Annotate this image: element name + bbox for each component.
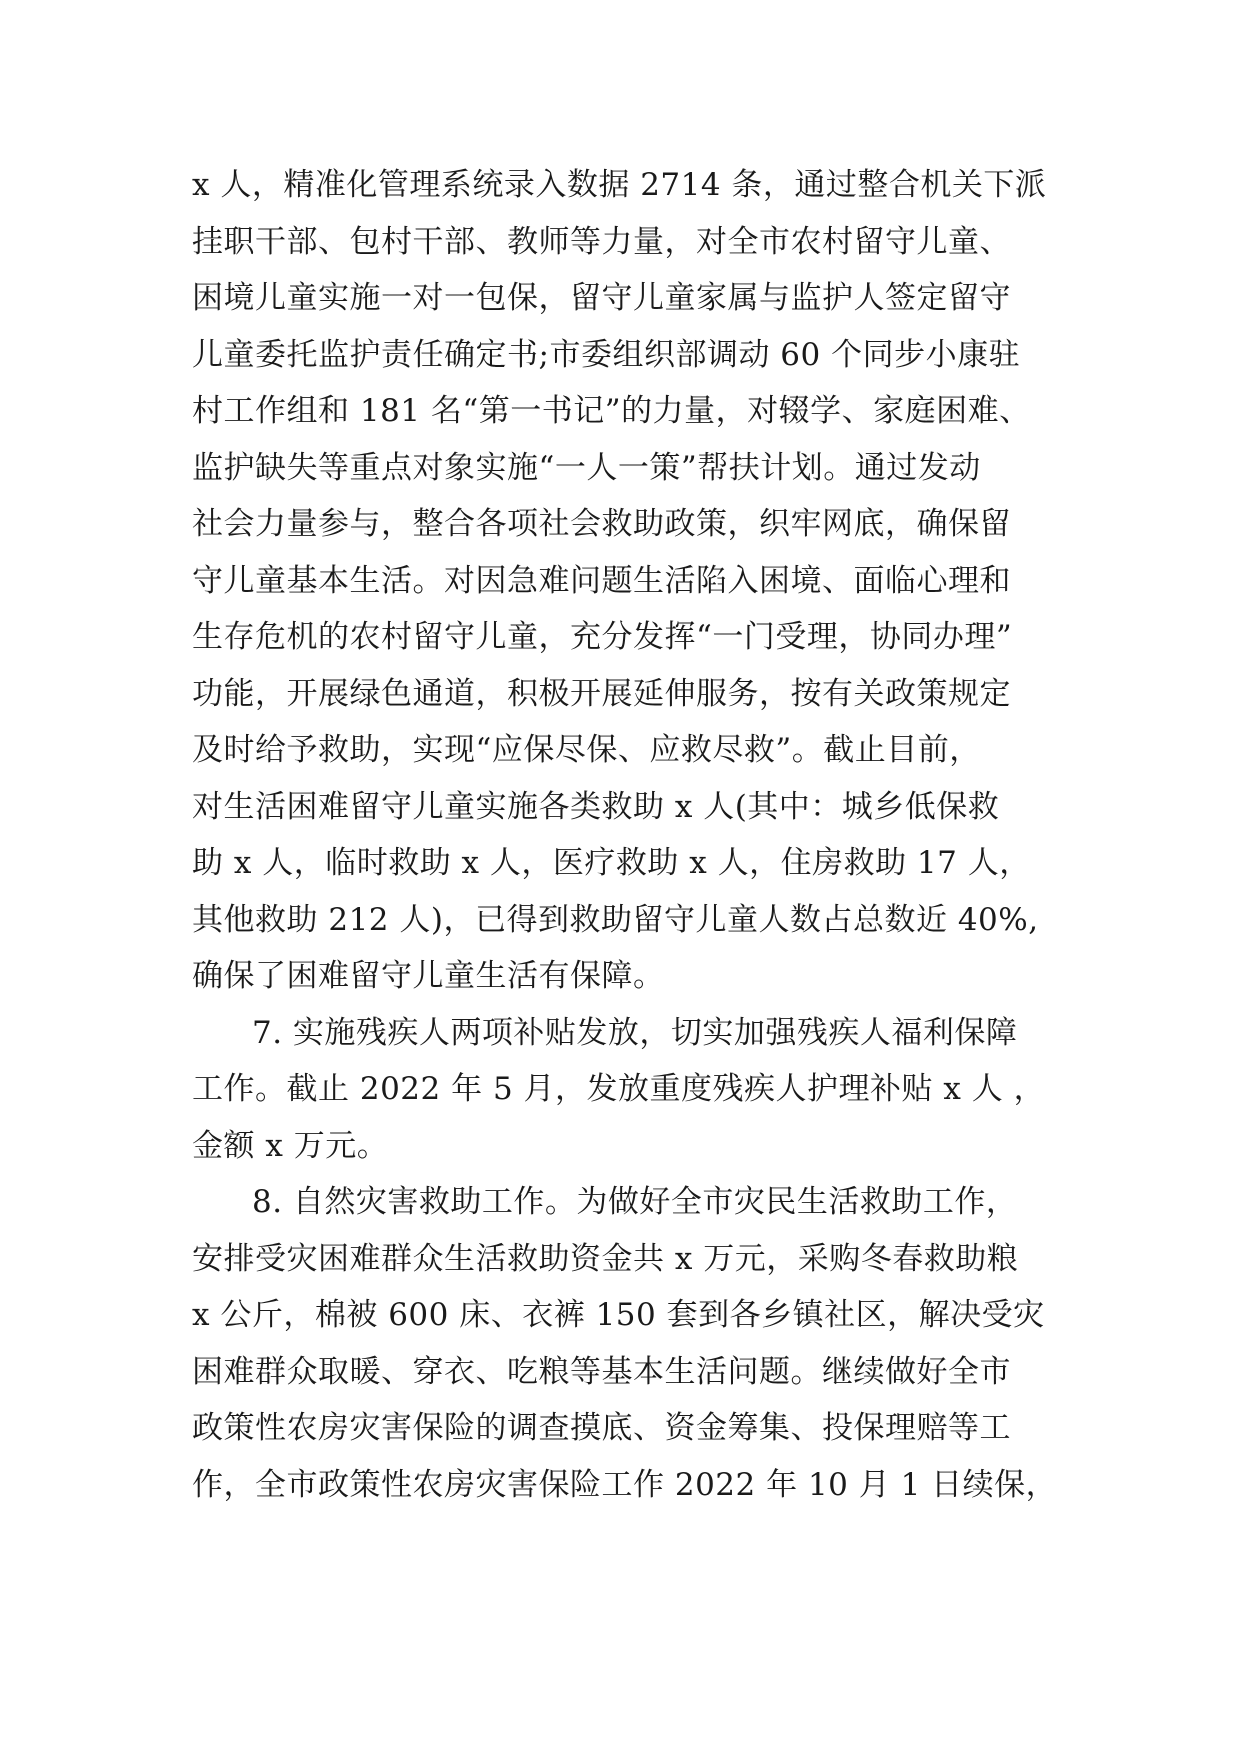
- body-line: 村工作组和 181 名“第一书记”的力量，对辍学、家庭困难、: [192, 393, 1031, 429]
- paragraph-7-first-line: 7. 实施残疾人两项补贴发放，切实加强残疾人福利保障: [252, 1014, 1018, 1051]
- body-line: 功能，开展绿色通道，积极开展延伸服务，按有关政策规定: [192, 675, 1011, 712]
- body-line: 生存危机的农村留守儿童，充分发挥“一门受理，协同办理”: [192, 619, 1013, 655]
- body-line: 困难群众取暖、穿衣、吃粮等基本生活问题。继续做好全市: [192, 1353, 1011, 1390]
- body-line: 工作。截止 2022 年 5 月，发放重度残疾人护理补贴 x 人 ，: [192, 1071, 1046, 1107]
- body-line: 其他救助 212 人)，已得到救助留守儿童人数占总数近 40%,: [192, 901, 1039, 938]
- body-line: 助 x 人，临时救助 x 人，医疗救助 x 人，住房救助 17 人，: [192, 845, 1031, 881]
- body-line: 社会力量参与，整合各项社会救助政策，织牢网底，确保留: [192, 506, 1011, 542]
- body-line: 对生活困难留守儿童实施各类救助 x 人(其中：城乡低保救: [192, 788, 1000, 825]
- body-line: x 人，精准化管理系统录入数据 2714 条，通过整合机关下派: [192, 167, 1047, 203]
- paragraph-8-first-line: 8. 自然灾害救助工作。为做好全市灾民生活救助工作，: [252, 1184, 1018, 1220]
- body-line: 安排受灾困难群众生活救助资金共 x 万元，采购冬春救助粮: [192, 1240, 1019, 1277]
- body-line: 儿童委托监护责任确定书;市委组织部调动 60 个同步小康驻: [192, 336, 1021, 373]
- body-line: 守儿童基本生活。对因急难问题生活陷入困境、面临心理和: [192, 562, 1011, 599]
- body-line: 监护缺失等重点对象实施“一人一策”帮扶计划。通过发动: [192, 449, 981, 486]
- body-line: x 公斤，棉被 600 床、衣裤 150 套到各乡镇社区，解决受灾: [192, 1297, 1045, 1333]
- body-line: 金额 x 万元。: [192, 1127, 389, 1164]
- body-line: 挂职干部、包村干部、教师等力量，对全市农村留守儿童、: [192, 223, 1011, 260]
- body-line: 政策性农房灾害保险的调查摸底、资金筹集、投保理赔等工: [192, 1410, 1011, 1446]
- document-body: [192, 157, 1072, 1513]
- body-line: 确保了困难留守儿童生活有保障。: [192, 958, 665, 994]
- body-line: 作，全市政策性农房灾害保险工作 2022 年 10 月 1 日续保，: [192, 1466, 1058, 1503]
- body-line: 及时给予救助，实现“应保尽保、应救尽救”。截止目前，: [192, 732, 981, 768]
- body-line: 困境儿童实施一对一包保，留守儿童家属与监护人签定留守: [192, 280, 1011, 316]
